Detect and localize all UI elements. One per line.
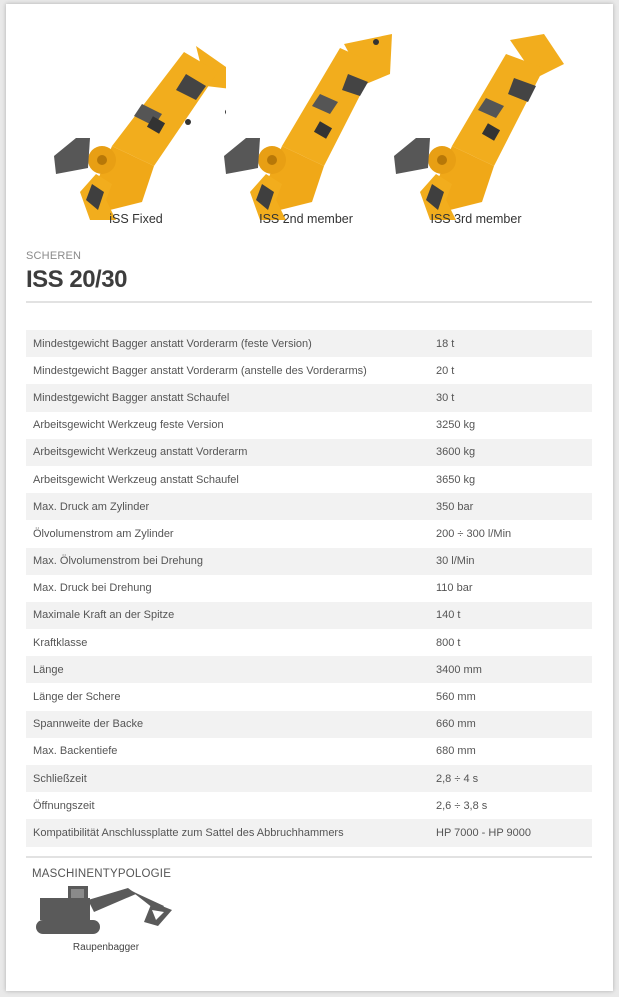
spec-row	[26, 575, 592, 602]
spec-label: Maximale Kraft an der Spitze	[26, 602, 428, 629]
spec-label: Max. Backentiefe	[33, 745, 118, 758]
spec-label: Kraftklasse	[33, 636, 88, 649]
product-gallery	[6, 4, 613, 239]
spec-row	[26, 548, 592, 575]
spec-value: HP 7000 - HP 9000	[428, 819, 592, 846]
product-variant-2nd-member[interactable]	[216, 34, 396, 234]
spec-value: 3650 kg	[436, 473, 476, 486]
spec-value: 140 t	[428, 602, 592, 629]
spec-label: Ölvolumenstrom am Zylinder	[33, 527, 174, 540]
spec-label: Max. Druck am Zylinder	[26, 493, 428, 520]
spec-value: 680 mm	[436, 745, 476, 758]
product-caption: iSS Fixed	[109, 212, 163, 226]
spec-row	[26, 493, 592, 520]
spec-row	[26, 819, 592, 846]
page-title: ISS 20/30	[26, 266, 127, 293]
spec-value: 2,8 ÷ 4 s	[428, 765, 592, 792]
spec-label: Arbeitsgewicht Werkzeug anstatt Schaufel	[33, 473, 239, 486]
shear-fixed-image	[46, 34, 226, 224]
product-card	[6, 4, 613, 991]
spec-value: 660 mm	[428, 711, 592, 738]
spec-value: 110 bar	[436, 582, 473, 595]
divider	[26, 856, 592, 858]
specs-table	[26, 330, 592, 847]
spec-label: Mindestgewicht Bagger anstatt Vorderarm (anstelle des Vorderarms)	[33, 364, 367, 377]
shear-3rd-member-image	[386, 34, 566, 224]
spec-label: Arbeitsgewicht Werkzeug anstatt Vorderarm	[26, 439, 428, 466]
spec-value: 3600 kg	[428, 439, 592, 466]
spec-label: Mindestgewicht Bagger anstatt Vorderarm (feste Version)	[26, 330, 428, 357]
crawler-excavator-icon	[32, 884, 172, 936]
spec-row	[26, 738, 592, 765]
spec-value: 18 t	[428, 330, 592, 357]
spec-label: Schließzeit	[26, 765, 428, 792]
spec-value: 350 bar	[428, 493, 592, 520]
spec-label: Kompatibilität Anschlussplatte zum Sattel des Abbruchhammers	[26, 819, 428, 846]
spec-row	[26, 792, 592, 819]
spec-row	[26, 384, 592, 411]
spec-value: 2,6 ÷ 3,8 s	[436, 799, 488, 812]
spec-row	[26, 711, 592, 738]
machine-label: Raupenbagger	[72, 942, 140, 953]
category-label: SCHEREN	[26, 250, 82, 262]
spec-value: 560 mm	[436, 691, 476, 704]
spec-row	[26, 330, 592, 357]
spec-value: 3250 kg	[436, 419, 476, 432]
spec-label: Arbeitsgewicht Werkzeug feste Version	[33, 419, 224, 432]
spec-label: Öffnungszeit	[33, 799, 95, 812]
product-variant-3rd-member[interactable]	[386, 34, 566, 234]
spec-label: Länge der Schere	[33, 691, 121, 704]
spec-row	[26, 656, 592, 683]
spec-row	[26, 466, 592, 493]
shear-2nd-member-image	[216, 34, 396, 224]
spec-label: Mindestgewicht Bagger anstatt Schaufel	[26, 384, 428, 411]
spec-label: Max. Ölvolumenstrom bei Drehung	[26, 548, 428, 575]
product-caption: ISS 3rd member	[430, 212, 522, 226]
spec-label: Max. Druck bei Drehung	[33, 582, 152, 595]
divider	[26, 301, 592, 303]
spec-row	[26, 629, 592, 656]
spec-row	[26, 357, 592, 384]
product-variant-fixed[interactable]	[46, 34, 226, 234]
spec-row	[26, 520, 592, 547]
spec-value: 30 t	[428, 384, 592, 411]
spec-value: 30 l/Min	[428, 548, 592, 575]
spec-row	[26, 683, 592, 710]
spec-label: Spannweite der Backe	[26, 711, 428, 738]
product-caption: ISS 2nd member	[259, 212, 353, 226]
spec-value: 3400 mm	[428, 656, 592, 683]
spec-value: 200 ÷ 300 l/Min	[436, 527, 512, 540]
machine-typology-title: MASCHINENTYPOLOGIE	[32, 868, 172, 880]
spec-row	[26, 602, 592, 629]
spec-row	[26, 412, 592, 439]
spec-row	[26, 765, 592, 792]
spec-value: 800 t	[436, 636, 461, 649]
spec-value: 20 t	[436, 364, 455, 377]
spec-row	[26, 439, 592, 466]
spec-label: Länge	[26, 656, 428, 683]
